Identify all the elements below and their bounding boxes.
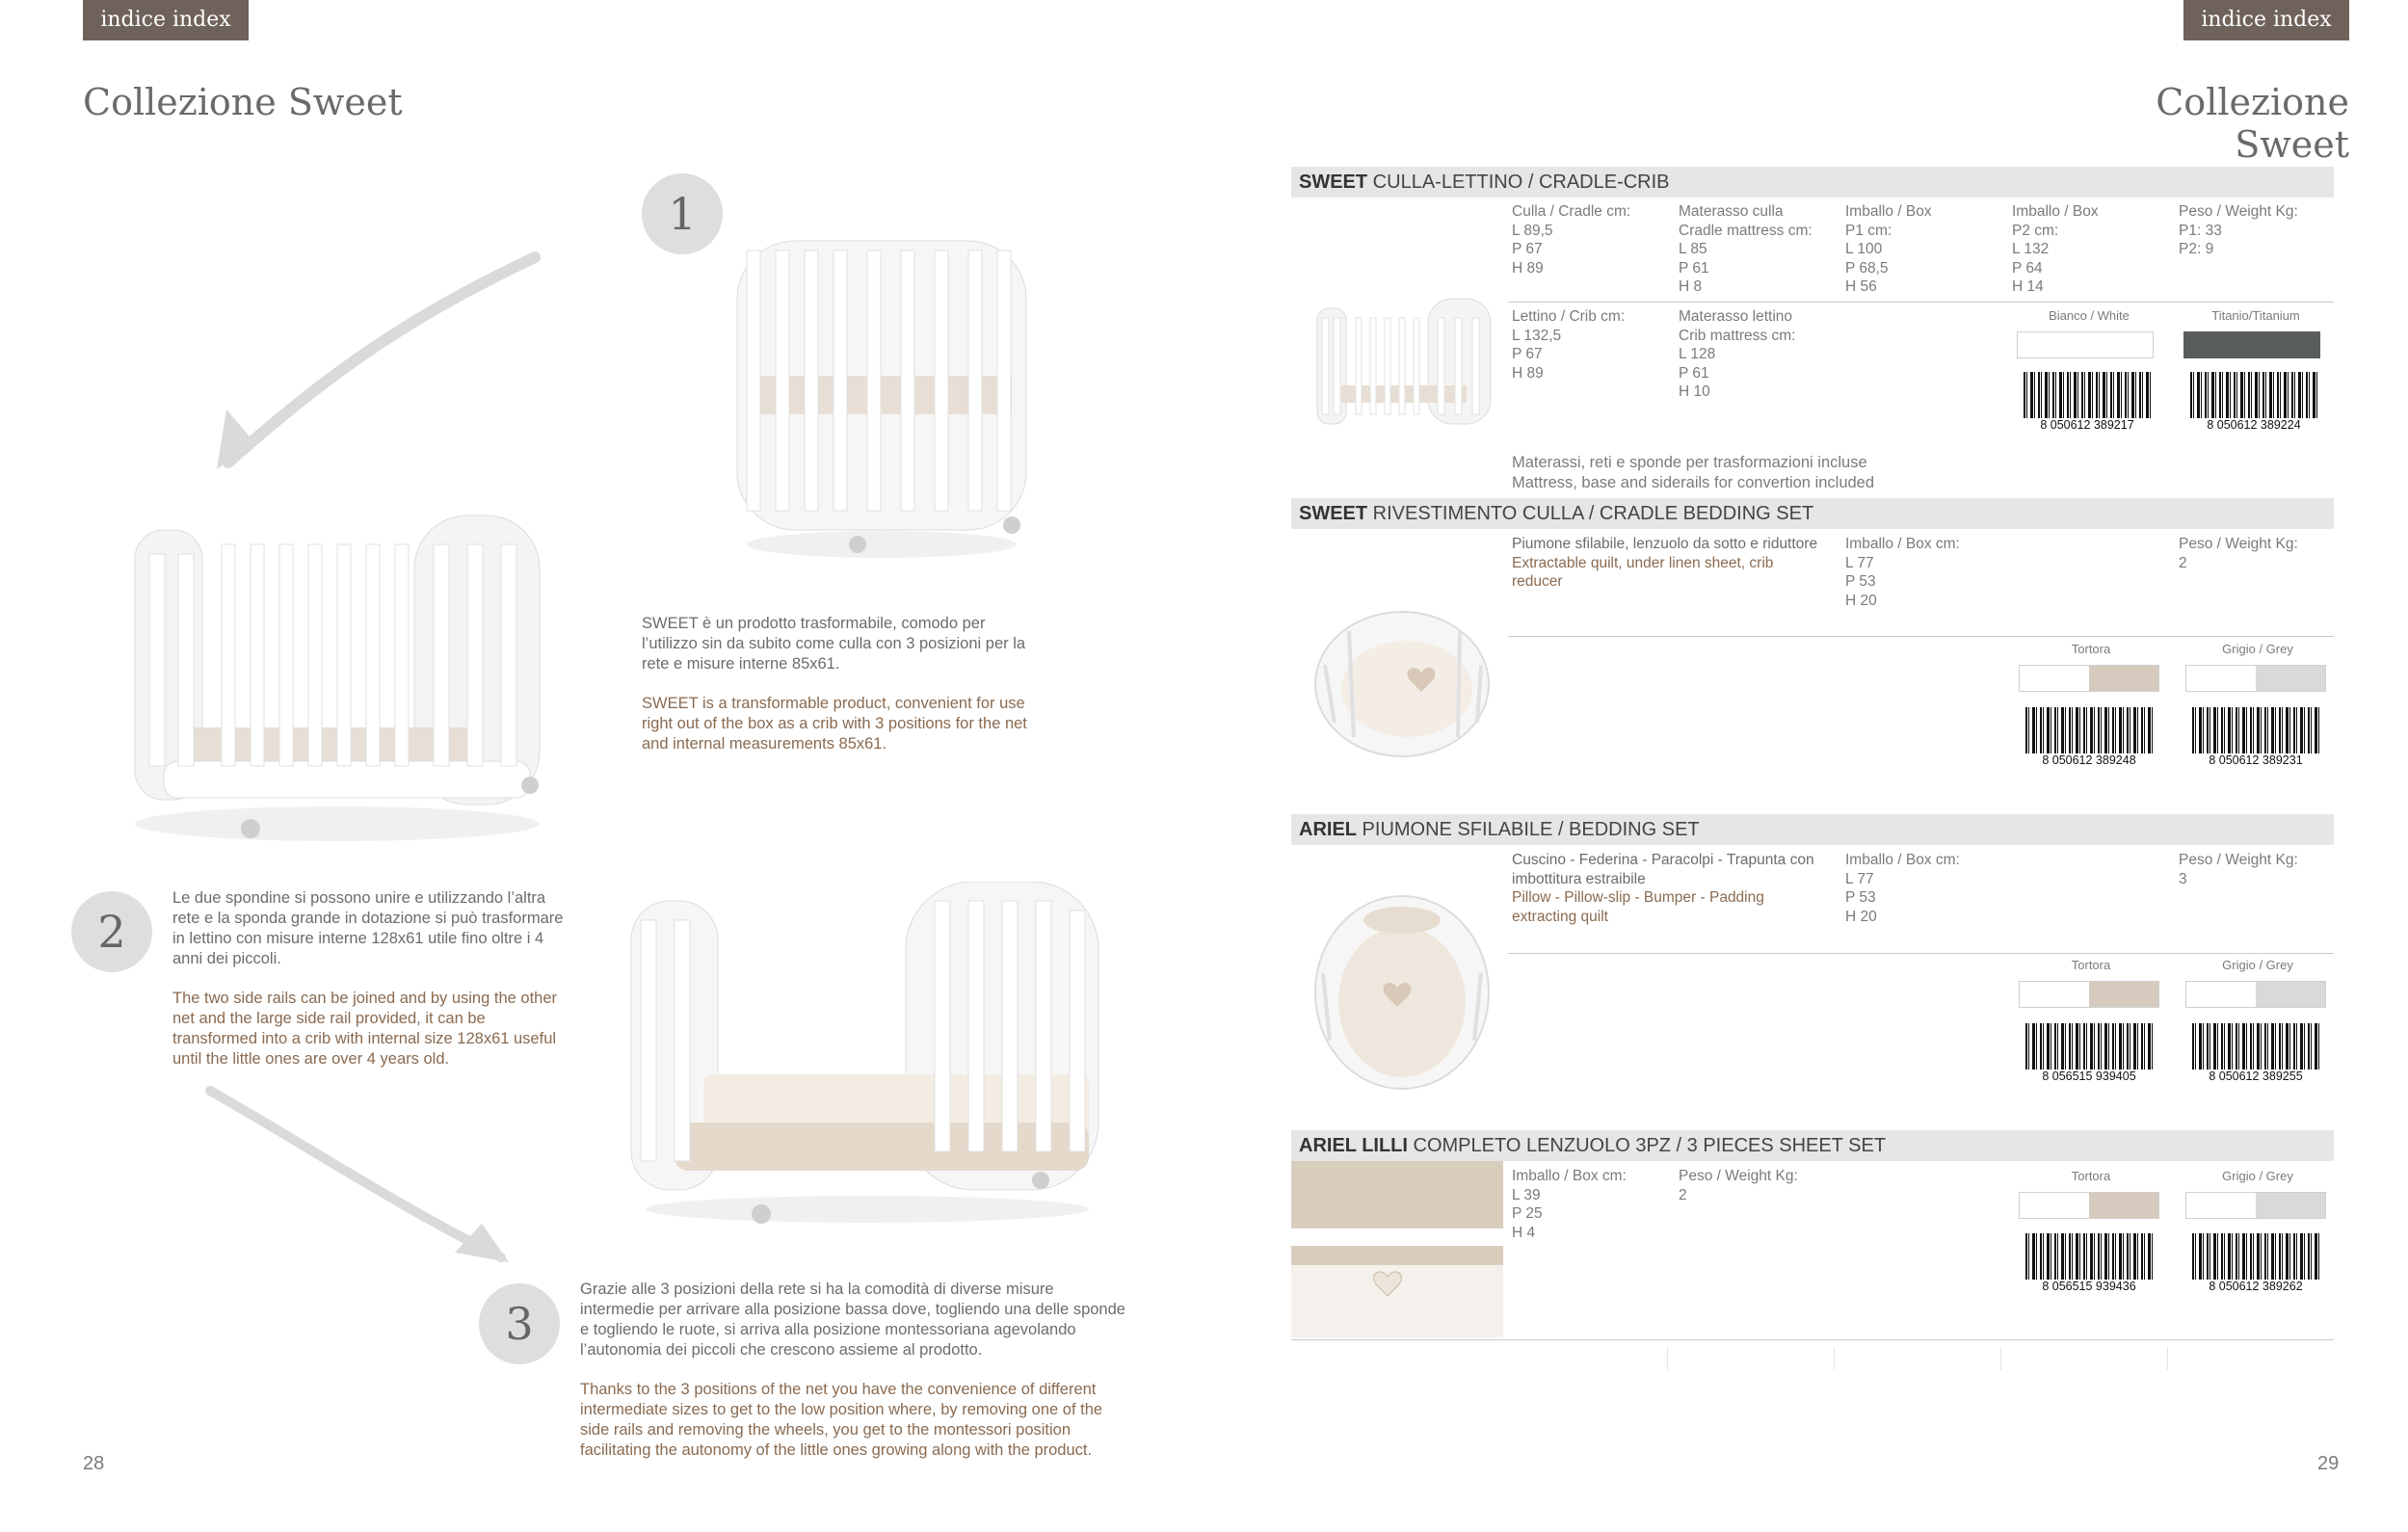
grid-divider (1667, 1347, 1668, 1370)
spec-cradle-size: Culla / Cradle cm: L 89,5 P 67 H 89 (1512, 203, 1631, 277)
cradle-image (723, 222, 1041, 568)
barcode-tortora: 8 056515 939436 (2022, 1233, 2157, 1293)
spec-box-p2: Imballo / Box P2 cm: L 132 P 64 H 14 (2012, 203, 2099, 295)
color-label-white: Bianco / White (2049, 308, 2130, 323)
product-thumb-sweet-bedding (1306, 578, 1498, 771)
spec-crib-size: Lettino / Crib cm: L 132,5 P 67 H 89 (1512, 308, 1626, 382)
weight-ariel-bedding: Peso / Weight Kg: 3 (2179, 852, 2298, 887)
barcode-grey: 8 050612 389231 (2188, 707, 2323, 767)
color-label-grey: Grigio / Grey (2222, 1169, 2293, 1183)
section-title: COMPLETO LENZUOLO 3PZ / 3 PIECES SHEET SET (1407, 1135, 1887, 1156)
barcode-grey: 8 050612 389262 (2188, 1233, 2323, 1293)
divider (1508, 953, 2334, 954)
section-brand: SWEET (1299, 172, 1368, 193)
step-1-text-it: SWEET è un prodotto trasformabile, comodo per l’utilizzo sin da subito come culla con 3 posizioni per la rete e misure interne 85x61. (642, 615, 1026, 673)
page-number-right: 29 (2317, 1453, 2340, 1474)
index-tab-left[interactable]: indice index (83, 0, 249, 40)
section-header-ariel-bedding (1291, 814, 2334, 845)
color-label-grey: Grigio / Grey (2222, 958, 2293, 972)
color-swatch-tortora (2019, 981, 2159, 1008)
weight-sweet-bedding: Peso / Weight Kg: 2 (2179, 536, 2298, 571)
section-brand: ARIEL LILLI (1299, 1135, 1408, 1156)
barcode-titanium: 8 050612 389224 (2186, 372, 2321, 432)
color-swatch-grey (2185, 981, 2326, 1008)
color-swatch-titanium (2183, 331, 2320, 358)
grid-divider (1834, 1347, 1835, 1370)
grid-divider (2000, 1347, 2001, 1370)
color-label-tortora: Tortora (2071, 1169, 2111, 1183)
product-thumb-ariel-bedding (1306, 867, 1498, 1098)
color-label-tortora: Tortora (2071, 958, 2111, 972)
divider (1508, 302, 2334, 303)
box-ariel-bedding: Imballo / Box cm: L 77 P 53 H 20 (1845, 852, 1960, 925)
section-brand: ARIEL (1299, 819, 1357, 840)
product-thumb-sweet-crib (1312, 294, 1495, 438)
weight-ariel-lilli: Peso / Weight Kg: 2 (1679, 1168, 1798, 1203)
spec-cradle-mattress: Materasso culla Cradle mattress cm: L 85 P 61 H 8 (1679, 203, 1813, 295)
page-title-left: Collezione Sweet (83, 81, 403, 123)
note-included: Materassi, reti e sponde per trasformazioni incluse Mattress, base and siderails for convertion included (1512, 454, 1875, 491)
spec-box-p1: Imballo / Box P1 cm: L 100 P 68,5 H 56 (1845, 203, 1932, 295)
section-header-sweet-crib (1291, 167, 2334, 198)
color-swatch-grey (2185, 665, 2326, 692)
step-2-text-it: Le due spondine si possono unire e utilizzando l’altra rete e la sponda grande in dotazione si può trasformare in lettino con misure interne 128x61 utile fino oltre i 4 anni dei piccoli. (172, 889, 564, 967)
step-number-3: 3 (479, 1283, 560, 1364)
color-swatch-grey (2185, 1192, 2326, 1219)
color-swatch-white (2017, 331, 2154, 358)
barcode-tortora: 8 050612 389248 (2022, 707, 2157, 767)
section-title: RIVESTIMENTO CULLA / CRADLE BEDDING SET (1367, 503, 1814, 524)
step-3-text-en: Thanks to the 3 positions of the net you have the convenience of different intermediate sizes to get to the low position where, by removing one of the side rails and removing the wheels, you get to the montessori position facilitating the autonomy of the little ones growing along with the product. (580, 1381, 1103, 1459)
index-tab-right[interactable]: indice index (2183, 0, 2349, 40)
curved-arrow-bottom (202, 1079, 520, 1272)
section-brand: SWEET (1299, 503, 1368, 524)
color-swatch-tortora (2019, 1192, 2159, 1219)
section-header-ariel-lilli (1291, 1130, 2334, 1161)
crib-image-low (617, 882, 1118, 1228)
step-3-text-it: Grazie alle 3 posizioni della rete si ha la comodità di diverse misure intermedie per arrivare alla posizione bassa dove, togliendo una delle sponde e togliendo le ruote, si arriva alla posizione montessoriana agevolando l’autonomia dei piccoli che crescono assieme al prodotto. (580, 1281, 1125, 1359)
grid-divider (2167, 1347, 2168, 1370)
curved-arrow-top (207, 246, 554, 477)
color-swatch-tortora (2019, 665, 2159, 692)
section-title: PIUMONE SFILABILE / BEDDING SET (1357, 819, 1700, 840)
spec-crib-mattress: Materasso lettino Crib mattress cm: L 128 P 61 H 10 (1679, 308, 1796, 400)
page-title-right: Collezione Sweet (2156, 81, 2349, 166)
step-1-text-en: SWEET is a transformable product, convenient for use right out of the box as a crib with 3 positions for the net and internal measurements 85x61. (642, 695, 1027, 753)
desc-ariel-bedding: Cuscino - Federina - Paracolpi - Trapunta con imbottitura estraibile Pillow - Pillow-slip - Bumper - Padding extracting quilt (1512, 852, 1814, 925)
crib-image-large (106, 487, 569, 853)
desc-sweet-bedding: Piumone sfilabile, lenzuolo da sotto e riduttore Extractable quilt, under linen sheet, crib reducer (1512, 536, 1818, 590)
divider (1508, 636, 2334, 637)
color-label-titanium: Titanio/Titanium (2211, 308, 2300, 323)
box-sweet-bedding: Imballo / Box cm: L 77 P 53 H 20 (1845, 536, 1960, 609)
section-title: CULLA-LETTINO / CRADLE-CRIB (1367, 172, 1670, 193)
step-number-2: 2 (71, 891, 152, 972)
section-header-sweet-bedding (1291, 498, 2334, 529)
color-label-tortora: Tortora (2071, 642, 2111, 656)
step-number-1: 1 (642, 173, 723, 254)
page-number-left: 28 (83, 1453, 105, 1474)
color-label-grey: Grigio / Grey (2222, 642, 2293, 656)
spec-weight: Peso / Weight Kg: P1: 33 P2: 9 (2179, 203, 2298, 257)
barcode-white: 8 050612 389217 (2020, 372, 2155, 432)
table-bottom-line (1291, 1339, 2334, 1340)
box-ariel-lilli: Imballo / Box cm: L 39 P 25 H 4 (1512, 1168, 1627, 1241)
product-thumb-ariel-lilli (1291, 1161, 1503, 1337)
barcode-grey: 8 050612 389255 (2188, 1023, 2323, 1083)
step-2-text-en: The two side rails can be joined and by using the other net and the large side rail provided, it can be transformed into a crib with internal size 128x61 useful until the little ones are over 4 years old. (172, 990, 557, 1068)
barcode-tortora: 8 056515 939405 (2022, 1023, 2157, 1083)
